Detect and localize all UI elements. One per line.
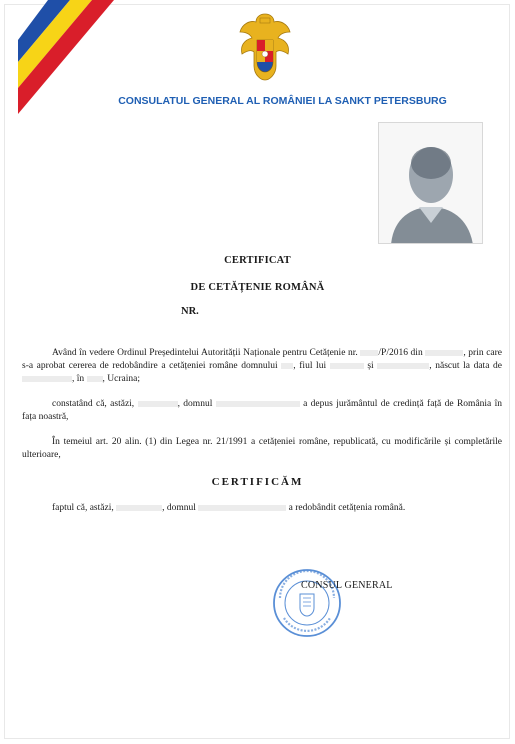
signature-consul-general: CONSUL GENERAL <box>301 580 393 591</box>
applicant-photo <box>378 122 483 244</box>
consulate-stamp-icon <box>272 568 342 638</box>
para1-born-on: , născut la data de <box>429 361 502 371</box>
para2-start: constatând că, astăzi, <box>52 399 135 409</box>
redacted-field <box>87 376 103 382</box>
redacted-field <box>22 376 72 382</box>
redacted-field <box>216 401 300 407</box>
certificate-title: CERTIFICAT <box>224 255 291 266</box>
para1-ukraine: , Ucraina; <box>102 374 140 384</box>
para1-line2: , prin care s-a aprobat cererea de redobândire a cetățeniei române domnului <box>22 348 503 371</box>
coat-of-arms-icon <box>236 10 294 82</box>
redacted-field <box>360 350 378 356</box>
certificate-number-label: NR. <box>181 306 199 317</box>
redacted-field <box>138 401 178 407</box>
redacted-field <box>377 363 429 369</box>
para4-mister: , domnul <box>162 503 196 513</box>
para2-mister: , domnul <box>177 399 213 409</box>
redacted-field <box>198 505 286 511</box>
para4-end: a redobândit cetățenia română. <box>288 503 406 513</box>
para1-order-number: /P/2016 din <box>378 348 423 358</box>
para1-in: , în <box>72 374 85 384</box>
para2-end: a depus jurământul de credință față de România în fața noastră, <box>22 399 503 422</box>
para4-start: faptul că, astăzi, <box>52 503 114 513</box>
paragraph-oath <box>22 398 502 424</box>
para3-text: În temeiul art. 20 alin. (1) din Legea nr. 21/1991 a cetățeniei române, republicată, cu modificările și completările ulterioare, <box>22 437 502 460</box>
redacted-field <box>116 505 162 511</box>
para1-and: și <box>367 361 374 371</box>
redacted-field <box>281 363 289 369</box>
certificam-heading: CERTIFICĂM <box>211 476 304 488</box>
certificate-subtitle: DE CETĂȚENIE ROMÂNĂ <box>190 282 325 293</box>
para1-son-of: , fiul lui <box>293 361 327 371</box>
redacted-field <box>330 363 364 369</box>
para1-line1: Având în vedere Ordinul Președintelui Autorității Naționale pentru Cetățenie nr. <box>52 348 358 358</box>
consulate-title: CONSULATUL GENERAL AL ROMÂNIEI LA SANKT PETERSBURG <box>118 95 447 107</box>
paragraph-certification <box>22 502 502 515</box>
redacted-field <box>425 350 463 356</box>
paragraph-order <box>22 347 502 386</box>
paragraph-legal-basis <box>22 436 502 462</box>
